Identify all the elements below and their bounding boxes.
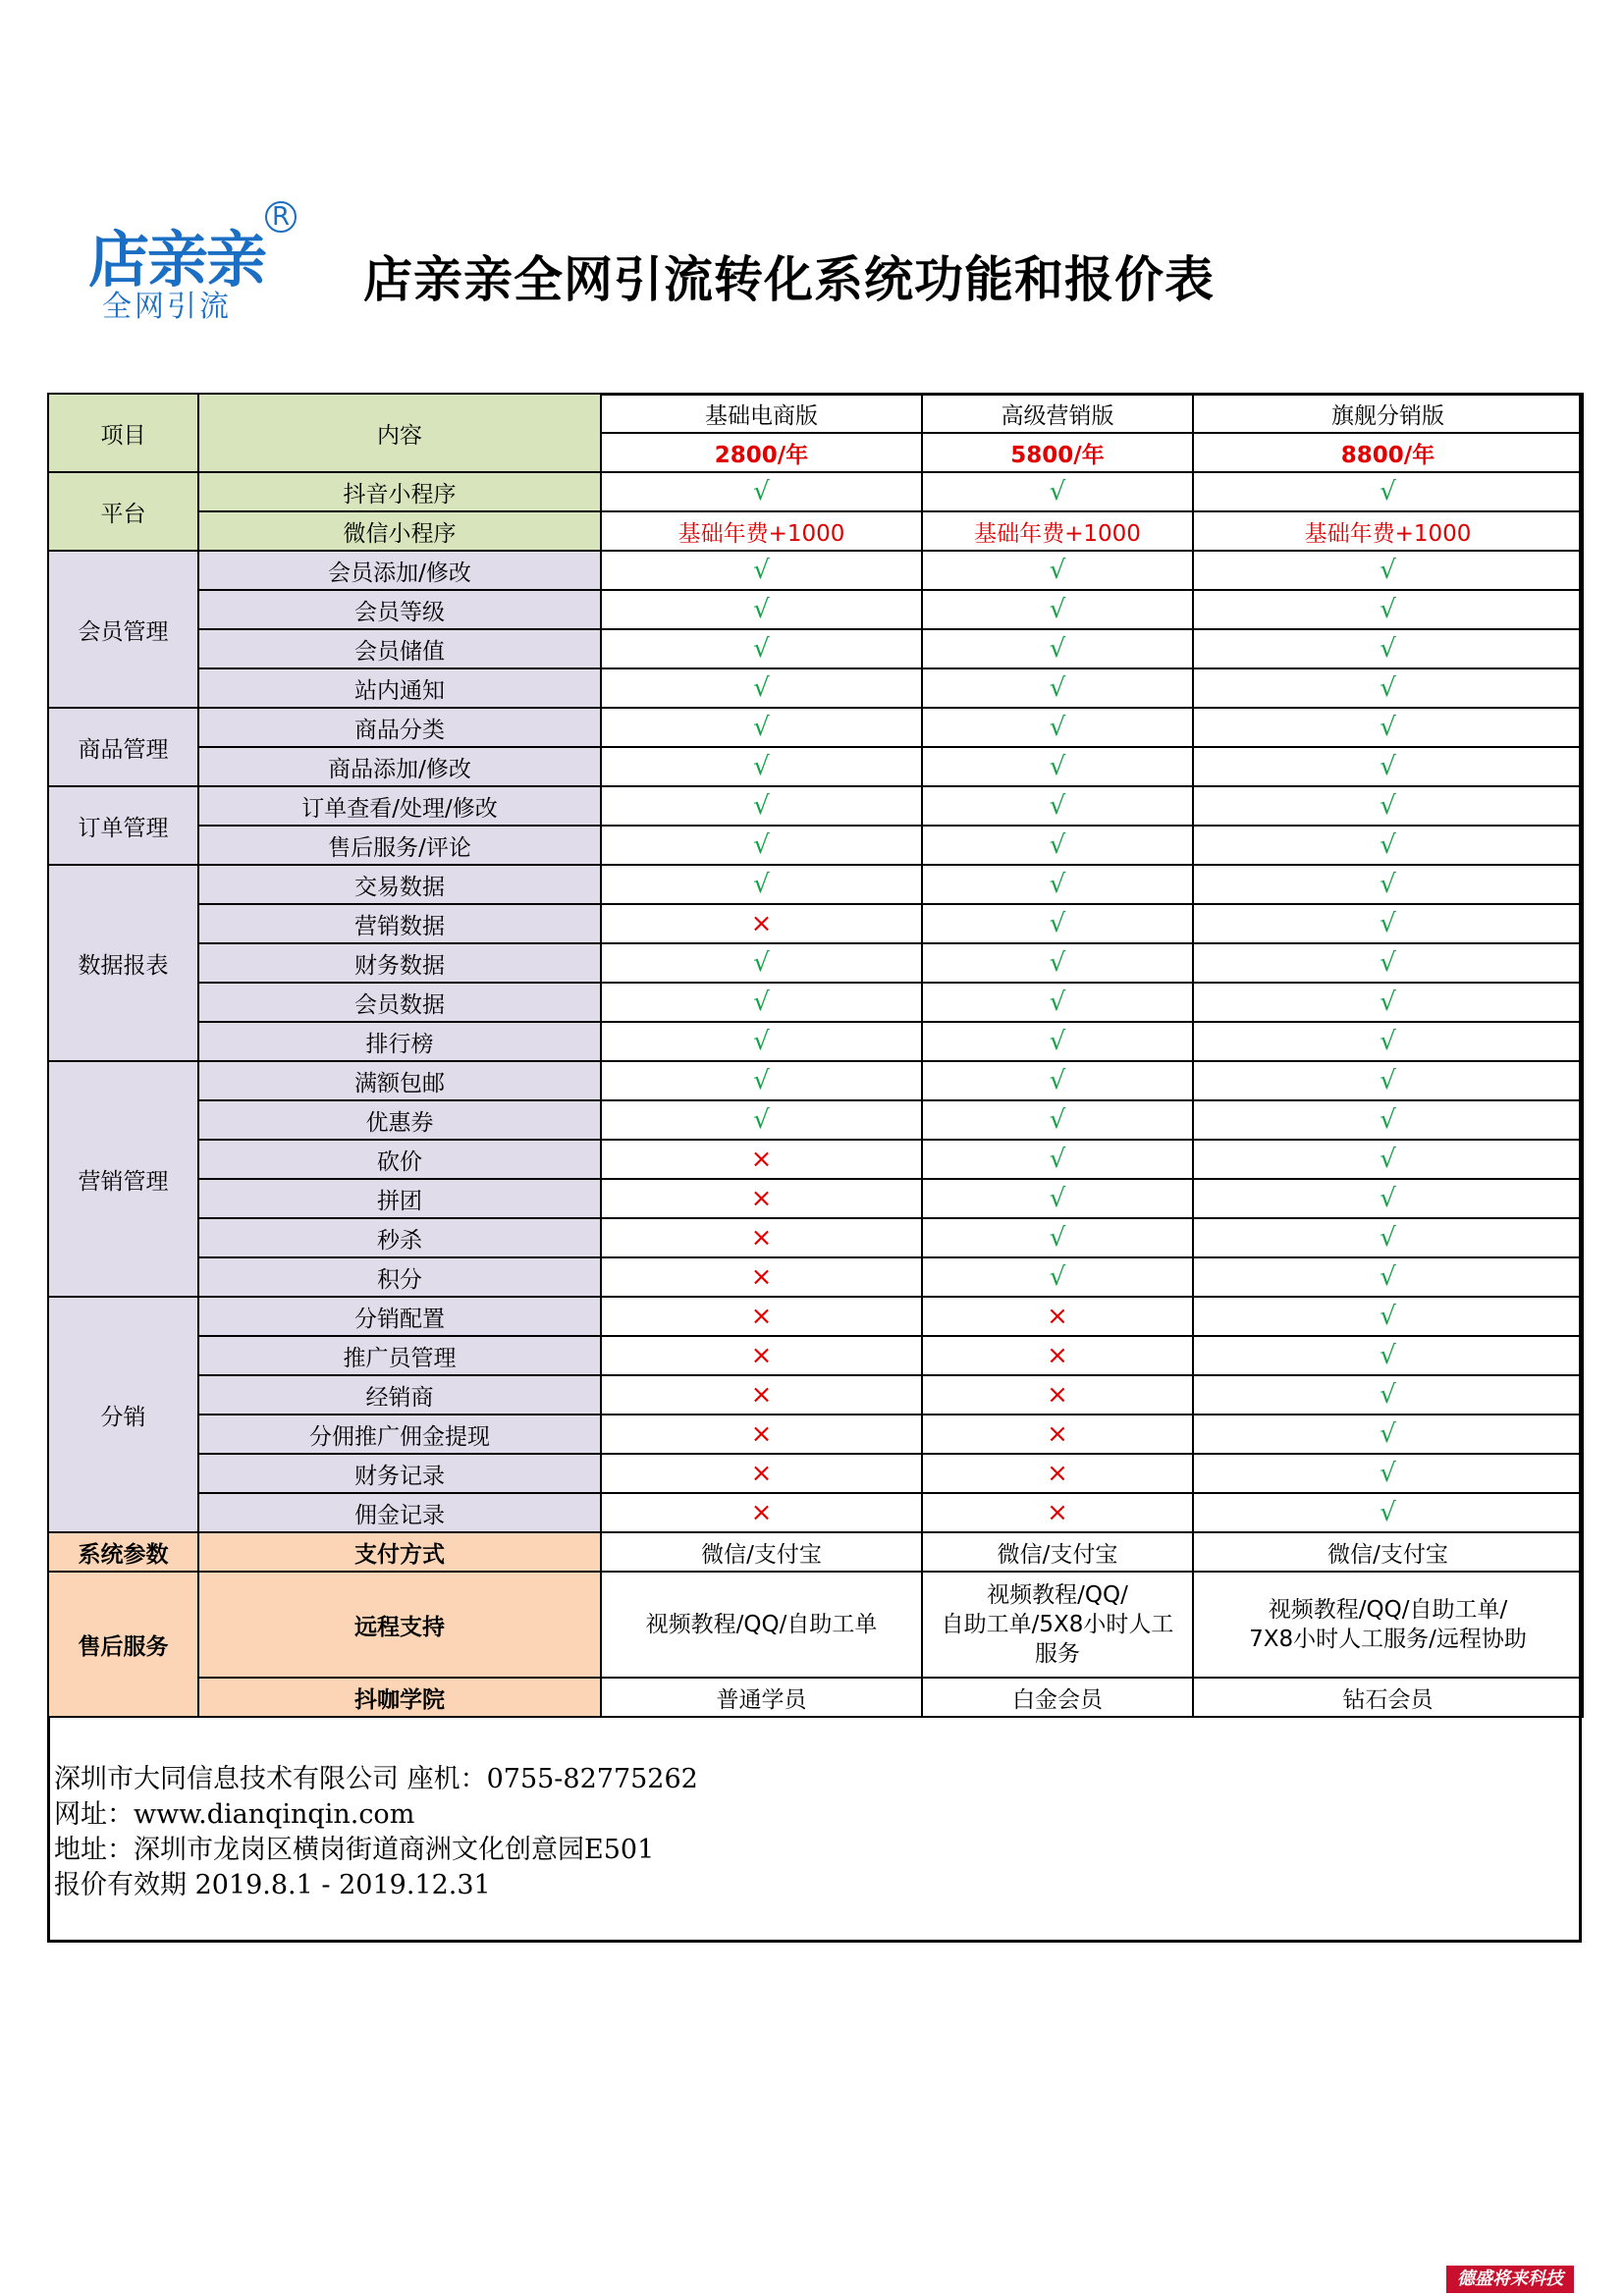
feature-value [922,826,1193,865]
feature-value [601,472,922,511]
table-row [48,1061,1583,1100]
table-row [48,1375,1583,1415]
feature-label: 满额包邮 [198,1061,601,1100]
feature-value [1193,1218,1583,1257]
footer-website: 网址：www.dianqinqin.com [54,1799,415,1830]
feature-label: 会员数据 [198,983,601,1022]
table-row [48,983,1583,1022]
feature-label: 商品分类 [198,708,601,747]
table-row [48,668,1583,708]
check-icon: √ [753,1027,770,1056]
feature-value [601,1375,922,1415]
feature-value: 基础年费+1000 [1193,511,1583,551]
cross-icon: × [1047,1459,1068,1488]
feature-value [1193,1336,1583,1375]
cross-icon: × [750,1145,773,1174]
check-icon: √ [1380,477,1396,507]
feature-value [922,590,1193,629]
check-icon: √ [1380,1262,1396,1292]
footer-address: 地址：深圳市龙岗区横岗街道商洲文化创意园E501 [54,1835,655,1865]
check-icon: √ [753,870,770,899]
category-cell: 平台 [48,472,198,551]
cross-icon: × [1047,1380,1068,1410]
feature-label: 秒杀 [198,1218,601,1257]
check-icon: √ [753,477,770,507]
feature-value [601,865,922,904]
check-icon: √ [1049,988,1066,1017]
feature-label: 远程支持 [198,1572,601,1678]
feature-value [601,668,922,708]
check-icon: √ [1049,477,1066,507]
feature-value [1193,629,1583,668]
check-icon: √ [1380,1459,1396,1488]
check-icon: √ [1380,830,1396,860]
feature-value [1193,668,1583,708]
table-row [48,590,1583,629]
watermark-badge: 德盛将来科技 [1446,2266,1574,2293]
check-icon: √ [1049,713,1066,742]
feature-value [601,708,922,747]
feature-label: 推广员管理 [198,1336,601,1375]
feature-value [601,1022,922,1061]
feature-value [922,1415,1193,1454]
feature-value [922,747,1193,786]
feature-label: 分佣推广佣金提现 [198,1415,601,1454]
category-cell: 会员管理 [48,551,198,708]
price-table [47,393,1584,1718]
feature-value [601,786,922,826]
feature-label: 交易数据 [198,865,601,904]
feature-value [922,1179,1193,1218]
check-icon: √ [1380,909,1396,938]
cross-icon: × [750,1498,773,1527]
check-icon: √ [1380,595,1396,624]
feature-value [1193,472,1583,511]
feature-value [922,1061,1193,1100]
feature-value [601,1100,922,1140]
feature-value [601,1257,922,1297]
feature-value [1193,786,1583,826]
table-row [48,1140,1583,1179]
check-icon: √ [1049,830,1066,860]
feature-label: 会员储值 [198,629,601,668]
feature-value [922,1375,1193,1415]
feature-value [922,865,1193,904]
feature-value [922,1100,1193,1140]
feature-value [1193,1140,1583,1179]
table-row [48,1532,1583,1572]
feature-value [1193,1061,1583,1100]
feature-value [1193,590,1583,629]
check-icon: √ [1049,556,1066,585]
footer [54,1762,698,1903]
feature-value: 基础年费+1000 [922,511,1193,551]
feature-value [922,1140,1193,1179]
check-icon: √ [753,752,770,781]
feature-value: 微信/支付宝 [922,1532,1193,1572]
check-icon: √ [1049,909,1066,938]
table-row [48,1218,1583,1257]
check-icon: √ [1380,1145,1396,1174]
feature-value [601,1336,922,1375]
cross-icon: × [750,1419,773,1449]
check-icon: √ [1049,870,1066,899]
footer-company: 深圳市大同信息技术有限公司 座机：0755-82775262 [54,1764,698,1794]
cross-icon: × [1047,1498,1068,1527]
check-icon: √ [1380,1341,1396,1370]
table-row [48,1179,1583,1218]
feature-value [922,1336,1193,1375]
header-row [48,394,1583,433]
feature-label: 商品添加/修改 [198,747,601,786]
check-icon: √ [1380,948,1396,978]
feature-value [1193,1100,1583,1140]
feature-value: 钻石会员 [1193,1678,1583,1717]
category-cell: 营销管理 [48,1061,198,1297]
feature-label: 订单查看/处理/修改 [198,786,601,826]
category-cell: 数据报表 [48,865,198,1061]
check-icon: √ [753,948,770,978]
check-icon: √ [1380,673,1396,703]
cross-icon: × [750,909,773,938]
logo-main-text: 店亲亲 [88,224,266,295]
feature-value [922,1257,1193,1297]
check-icon: √ [1380,1066,1396,1095]
plan-price: 5800/年 [922,433,1193,472]
check-icon: √ [1380,1302,1396,1331]
table-row [48,1454,1583,1493]
feature-label: 优惠券 [198,1100,601,1140]
check-icon: √ [753,634,770,664]
check-icon: √ [753,673,770,703]
feature-value: 视频教程/QQ/自助工单/ 7X8小时人工服务/远程协助 [1193,1572,1583,1678]
check-icon: √ [753,556,770,585]
feature-value [1193,1179,1583,1218]
feature-value [601,943,922,983]
cross-icon: × [1047,1341,1068,1370]
feature-value [922,708,1193,747]
feature-value [1193,904,1583,943]
feature-label: 微信小程序 [198,511,601,551]
feature-value [922,1218,1193,1257]
cross-icon: × [750,1341,773,1370]
check-icon: √ [1380,1498,1396,1527]
check-icon: √ [1380,556,1396,585]
feature-label: 抖咖学院 [198,1678,601,1717]
check-icon: √ [753,791,770,821]
plan-price: 8800/年 [1193,433,1583,472]
feature-value [1193,943,1583,983]
feature-value [922,668,1193,708]
table-row [48,511,1583,551]
feature-value: 微信/支付宝 [601,1532,922,1572]
feature-value [1193,1297,1583,1336]
check-icon: √ [1049,1262,1066,1292]
check-icon: √ [1380,1184,1396,1213]
header-item: 项目 [48,394,198,472]
feature-value [601,629,922,668]
check-icon: √ [1049,791,1066,821]
cross-icon: × [750,1184,773,1213]
feature-label: 经销商 [198,1375,601,1415]
check-icon: √ [1049,1066,1066,1095]
check-icon: √ [1049,752,1066,781]
feature-value [922,629,1193,668]
check-icon: √ [753,1066,770,1095]
table-row [48,904,1583,943]
footer-validity: 报价有效期 2019.8.1 - 2019.12.31 [54,1870,491,1900]
feature-value [601,904,922,943]
feature-value [922,551,1193,590]
check-icon: √ [753,713,770,742]
feature-value [601,747,922,786]
feature-value [1193,1415,1583,1454]
feature-value [1193,1375,1583,1415]
feature-value [601,1218,922,1257]
feature-label: 拼团 [198,1179,601,1218]
feature-value [601,551,922,590]
check-icon: √ [1380,752,1396,781]
plan-price: 2800/年 [601,433,922,472]
table-row [48,865,1583,904]
check-icon: √ [1049,1145,1066,1174]
feature-value [922,472,1193,511]
feature-value [922,904,1193,943]
feature-value [601,826,922,865]
plan-name: 旗舰分销版 [1193,394,1583,433]
check-icon: √ [1049,634,1066,664]
table-row [48,472,1583,511]
table-row [48,1415,1583,1454]
feature-label: 财务数据 [198,943,601,983]
table-row [48,786,1583,826]
logo-subtitle: 全网引流 [102,290,232,324]
feature-label: 分销配置 [198,1297,601,1336]
table-row [48,551,1583,590]
feature-value: 基础年费+1000 [601,511,922,551]
feature-value [1193,865,1583,904]
check-icon: √ [1380,870,1396,899]
feature-value [922,1454,1193,1493]
check-icon: √ [1380,988,1396,1017]
check-icon: √ [1049,1105,1066,1135]
feature-label: 抖音小程序 [198,472,601,511]
cross-icon: × [750,1380,773,1410]
feature-value: 视频教程/QQ/自助工单 [601,1572,922,1678]
feature-value [601,983,922,1022]
cross-icon: × [1047,1419,1068,1449]
check-icon: √ [1380,1105,1396,1135]
feature-value [922,1297,1193,1336]
feature-label: 佣金记录 [198,1493,601,1532]
feature-value [1193,1493,1583,1532]
category-cell: 售后服务 [48,1572,198,1717]
feature-value [1193,708,1583,747]
table-row [48,1493,1583,1532]
feature-value [601,1454,922,1493]
feature-label: 站内通知 [198,668,601,708]
check-icon: √ [1049,1184,1066,1213]
feature-value [1193,1257,1583,1297]
feature-value: 白金会员 [922,1678,1193,1717]
check-icon: √ [753,988,770,1017]
table-row [48,708,1583,747]
check-icon: √ [1049,1027,1066,1056]
feature-value [922,983,1193,1022]
feature-value [1193,826,1583,865]
feature-label: 积分 [198,1257,601,1297]
feature-value [1193,983,1583,1022]
check-icon: √ [753,830,770,860]
check-icon: √ [1049,1223,1066,1253]
feature-value: 微信/支付宝 [1193,1532,1583,1572]
table-row [48,1572,1583,1678]
feature-value [922,786,1193,826]
check-icon: √ [1049,595,1066,624]
feature-value [922,943,1193,983]
check-icon: √ [1380,791,1396,821]
feature-value [601,1140,922,1179]
feature-value [1193,1454,1583,1493]
check-icon: √ [1380,1380,1396,1410]
check-icon: √ [1380,1027,1396,1056]
feature-value: 视频教程/QQ/ 自助工单/5X8小时人工 服务 [922,1572,1193,1678]
check-icon: √ [1380,1419,1396,1449]
feature-label: 营销数据 [198,904,601,943]
feature-value [922,1493,1193,1532]
logo [88,201,314,324]
table-row [48,826,1583,865]
cross-icon: × [750,1302,773,1331]
plan-name: 高级营销版 [922,394,1193,433]
feature-value [601,1493,922,1532]
feature-value: 普通学员 [601,1678,922,1717]
check-icon: √ [1380,713,1396,742]
check-icon: √ [753,595,770,624]
feature-label: 支付方式 [198,1532,601,1572]
feature-value [601,1179,922,1218]
plan-name: 基础电商版 [601,394,922,433]
feature-value [1193,551,1583,590]
feature-value [601,1415,922,1454]
cross-icon: × [1047,1302,1068,1331]
feature-value [601,1061,922,1100]
cross-icon: × [750,1262,773,1292]
feature-label: 售后服务/评论 [198,826,601,865]
feature-label: 排行榜 [198,1022,601,1061]
category-cell: 分销 [48,1297,198,1532]
table-row [48,1257,1583,1297]
header-content: 内容 [198,394,601,472]
category-cell: 订单管理 [48,786,198,865]
table-row [48,1336,1583,1375]
table-row [48,1022,1583,1061]
registered-mark-icon: R [265,201,297,233]
table-row [48,1100,1583,1140]
check-icon: √ [1380,1223,1396,1253]
table-row [48,1678,1583,1717]
feature-label: 砍价 [198,1140,601,1179]
check-icon: √ [1049,948,1066,978]
feature-label: 财务记录 [198,1454,601,1493]
feature-label: 会员添加/修改 [198,551,601,590]
table-row [48,747,1583,786]
feature-value [922,1022,1193,1061]
feature-value [601,590,922,629]
feature-value [1193,747,1583,786]
table-row [48,629,1583,668]
cross-icon: × [750,1223,773,1253]
check-icon: √ [753,1105,770,1135]
category-cell: 系统参数 [48,1532,198,1572]
table-row [48,943,1583,983]
feature-value [1193,1022,1583,1061]
page-title: 店亲亲全网引流转化系统功能和报价表 [363,251,1215,308]
category-cell: 商品管理 [48,708,198,786]
feature-value [601,1297,922,1336]
check-icon: √ [1380,634,1396,664]
check-icon: √ [1049,673,1066,703]
table-row [48,1297,1583,1336]
feature-label: 会员等级 [198,590,601,629]
cross-icon: × [750,1459,773,1488]
